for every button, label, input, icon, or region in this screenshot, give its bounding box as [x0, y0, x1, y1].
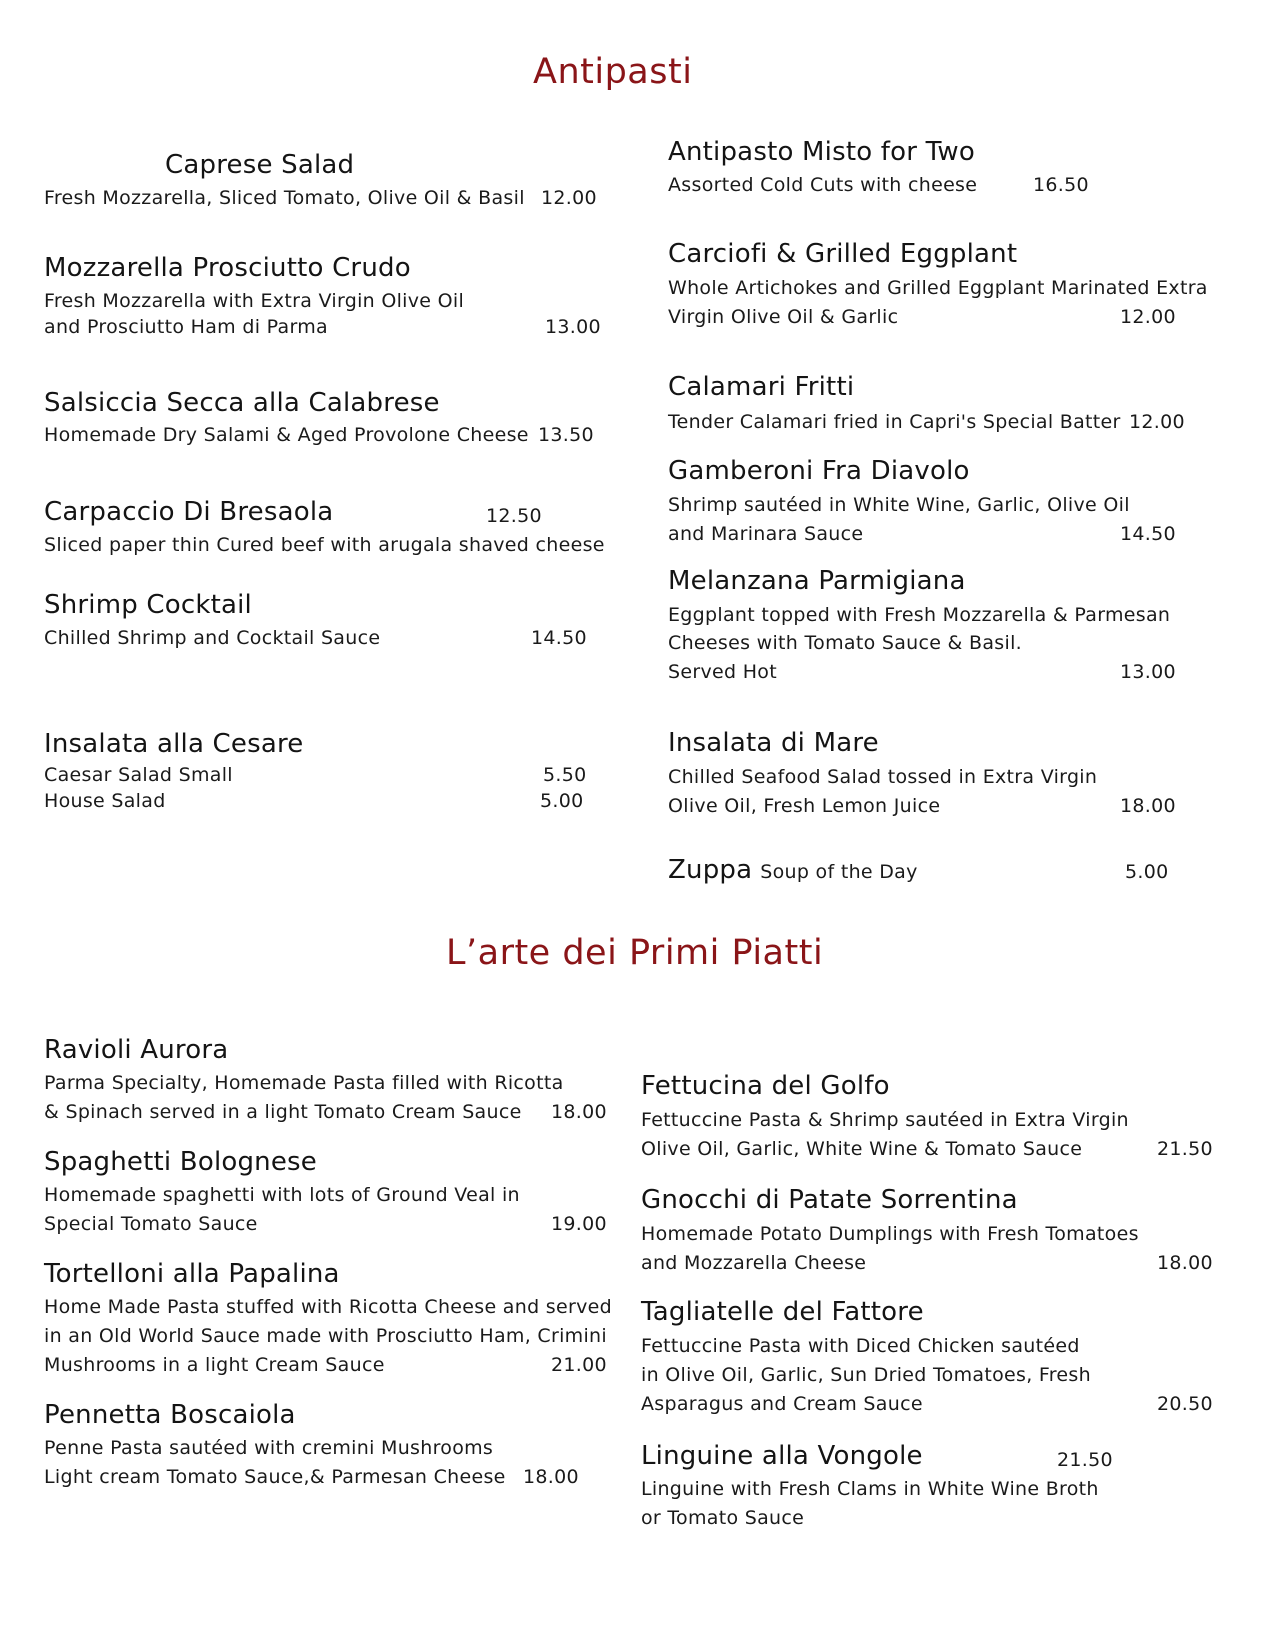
- item-name: Insalata di Mare: [668, 728, 879, 758]
- item-price: 20.50: [1157, 1393, 1213, 1415]
- item-name: Salsiccia Secca alla Calabrese: [44, 388, 440, 418]
- item-name: Pennetta Boscaiola: [44, 1400, 296, 1430]
- item-name: Gamberoni Fra Diavolo: [668, 456, 970, 486]
- item-description: Virgin Olive Oil & Garlic: [668, 306, 899, 328]
- item-description: & Spinach served in a light Tomato Cream Sauce: [44, 1101, 522, 1123]
- item-description: Linguine with Fresh Clams in White Wine Broth: [641, 1478, 1099, 1500]
- item-price: 5.00: [1125, 861, 1169, 883]
- item-description: Assorted Cold Cuts with cheese: [668, 174, 978, 196]
- item-description: Chilled Shrimp and Cocktail Sauce: [44, 627, 381, 649]
- item-name: Mozzarella Prosciutto Crudo: [44, 253, 411, 283]
- item-price: 13.00: [1120, 661, 1176, 683]
- item-price: 12.00: [1129, 411, 1185, 433]
- item-description: Penne Pasta sautéed with cremini Mushrooms: [44, 1437, 494, 1459]
- item-name: Gnocchi di Patate Sorrentina: [641, 1185, 1018, 1215]
- item-price: 21.50: [1157, 1138, 1213, 1160]
- item-description: Asparagus and Cream Sauce: [641, 1393, 923, 1415]
- item-description: Soup of the Day: [760, 861, 918, 883]
- antipasti-title: Antipasti: [533, 52, 693, 92]
- item-name: Shrimp Cocktail: [44, 590, 252, 620]
- item-description: Homemade Dry Salami & Aged Provolone Cheese: [44, 424, 529, 446]
- item-description: Eggplant topped with Fresh Mozzarella & Parmesan: [668, 604, 1171, 626]
- item-description: and Mozzarella Cheese: [641, 1252, 867, 1274]
- item-name: Ravioli Aurora: [44, 1035, 229, 1065]
- item-price: 18.00: [1157, 1252, 1213, 1274]
- item-description: Fresh Mozzarella with Extra Virgin Olive Oil: [44, 290, 465, 312]
- item-description: in an Old World Sauce made with Prosciutto Ham, Crimini: [44, 1325, 607, 1347]
- item-description: Home Made Pasta stuffed with Ricotta Cheese and served: [44, 1296, 612, 1318]
- item-name-row: [668, 855, 918, 885]
- item-price: 5.00: [540, 790, 584, 812]
- item-description: House Salad: [44, 790, 166, 812]
- item-description: and Prosciutto Ham di Parma: [44, 316, 328, 338]
- item-description: Cheeses with Tomato Sauce & Basil.: [668, 632, 1022, 654]
- item-price: 21.00: [551, 1354, 607, 1376]
- item-description: and Marinara Sauce: [668, 523, 864, 545]
- item-description: Mushrooms in a light Cream Sauce: [44, 1354, 385, 1376]
- item-description: Fettuccine Pasta & Shrimp sautéed in Extra Virgin: [641, 1109, 1129, 1131]
- item-description: Tender Calamari fried in Capri's Special Batter: [668, 411, 1121, 433]
- item-name: Caprese Salad: [165, 150, 355, 180]
- item-price: 14.50: [531, 627, 587, 649]
- item-description: Olive Oil, Garlic, White Wine & Tomato Sauce: [641, 1138, 1083, 1160]
- item-description: Fettuccine Pasta with Diced Chicken sautéed: [641, 1335, 1080, 1357]
- item-description: Light cream Tomato Sauce,& Parmesan Cheese: [44, 1466, 506, 1488]
- item-description: Sliced paper thin Cured beef with arugala shaved cheese: [44, 534, 605, 556]
- item-price: 18.00: [1120, 795, 1176, 817]
- item-description: Served Hot: [668, 661, 777, 683]
- item-name: Linguine alla Vongole: [641, 1441, 923, 1471]
- item-description: Shrimp sautéed in White Wine, Garlic, Olive Oil: [668, 494, 1130, 516]
- item-description: in Olive Oil, Garlic, Sun Dried Tomatoes, Fresh: [641, 1364, 1091, 1386]
- item-price: 18.00: [551, 1101, 607, 1123]
- item-price: 12.00: [541, 187, 597, 209]
- item-description: Whole Artichokes and Grilled Eggplant Marinated Extra: [668, 277, 1208, 299]
- item-description: Chilled Seafood Salad tossed in Extra Virgin: [668, 766, 1098, 788]
- item-description: Parma Specialty, Homemade Pasta filled with Ricotta: [44, 1072, 564, 1094]
- item-description: Olive Oil, Fresh Lemon Juice: [668, 795, 941, 817]
- item-name: Melanzana Parmigiana: [668, 566, 966, 596]
- item-price: 19.00: [551, 1213, 607, 1235]
- item-price: 18.00: [523, 1466, 579, 1488]
- item-description: Special Tomato Sauce: [44, 1213, 258, 1235]
- item-name: Tagliatelle del Fattore: [641, 1297, 924, 1327]
- item-description: Homemade spaghetti with lots of Ground Veal in: [44, 1184, 520, 1206]
- item-price: 14.50: [1120, 523, 1176, 545]
- item-description: Fresh Mozzarella, Sliced Tomato, Olive Oil & Basil: [44, 187, 525, 209]
- item-name: Carciofi & Grilled Eggplant: [668, 239, 1018, 269]
- item-name: Insalata alla Cesare: [44, 729, 304, 759]
- item-description: or Tomato Sauce: [641, 1507, 805, 1529]
- item-price: 12.00: [1120, 306, 1176, 328]
- item-name: Zuppa: [668, 855, 753, 885]
- item-price: 5.50: [543, 764, 587, 786]
- item-name: Calamari Fritti: [668, 372, 855, 402]
- primi-title: L’arte dei Primi Piatti: [446, 933, 824, 973]
- item-description: Homemade Potato Dumplings with Fresh Tomatoes: [641, 1223, 1139, 1245]
- item-name: Spaghetti Bolognese: [44, 1147, 317, 1177]
- item-price: 21.50: [1057, 1449, 1113, 1471]
- item-description: Caesar Salad Small: [44, 764, 233, 786]
- item-name: Antipasto Misto for Two: [668, 137, 975, 167]
- item-price: 12.50: [486, 505, 542, 527]
- item-price: 13.50: [538, 424, 594, 446]
- item-price: 16.50: [1033, 174, 1089, 196]
- item-name: Tortelloni alla Papalina: [44, 1259, 340, 1289]
- item-name: Carpaccio Di Bresaola: [44, 497, 334, 527]
- item-name: Fettucina del Golfo: [641, 1071, 890, 1101]
- item-price: 13.00: [545, 316, 601, 338]
